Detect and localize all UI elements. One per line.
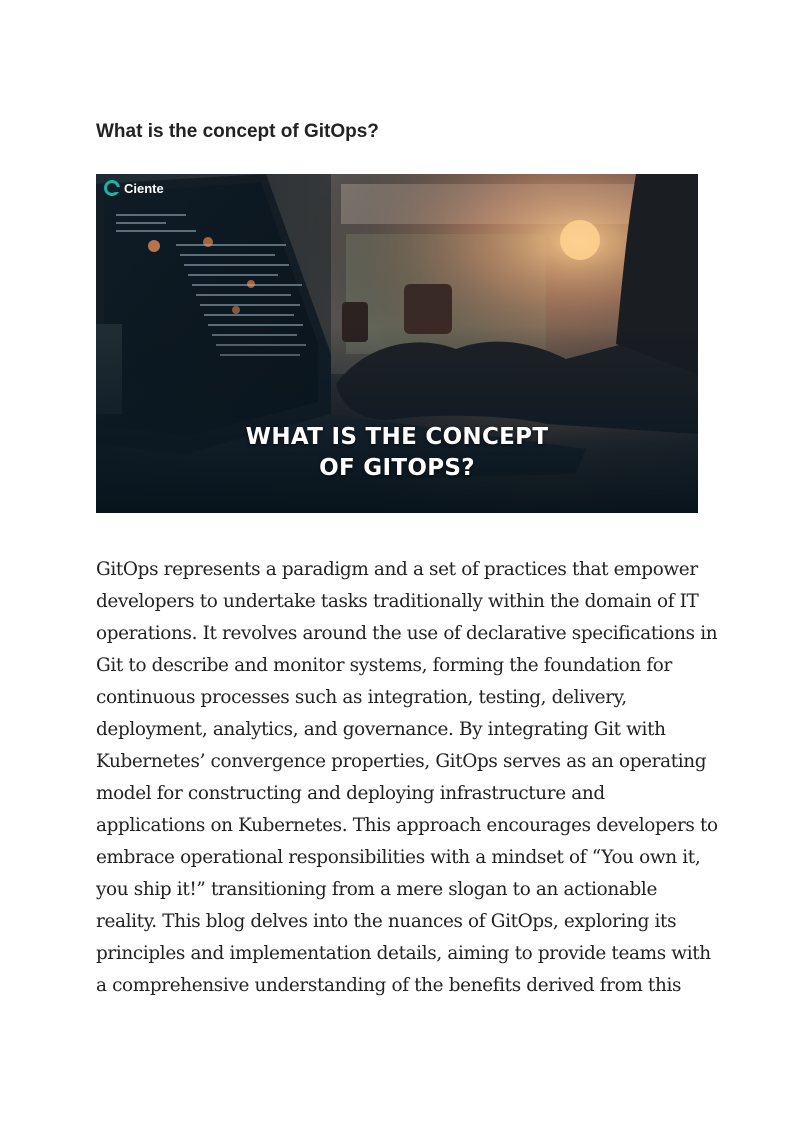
paragraph-line: Kubernetes’ convergence properties, GitOps serves as an operating	[96, 751, 707, 772]
logo-text: Ciente	[124, 180, 164, 196]
ciente-logo-icon	[104, 180, 120, 196]
paragraph-line: reality. This blog delves into the nuances of GitOps, exploring its	[96, 911, 677, 932]
ciente-logo	[104, 180, 164, 196]
paragraph-line: a comprehensive understanding of the benefits derived from this	[96, 975, 682, 996]
hero-caption-line-2: OF GITOPS?	[319, 455, 475, 481]
paragraph-line: operations. It revolves around the use of declarative specifications in	[96, 623, 718, 644]
paragraph-line: developers to undertake tasks traditionally within the domain of IT	[96, 591, 699, 612]
paragraph-line: embrace operational responsibilities with a mindset of “You own it,	[96, 847, 701, 868]
hero-image	[96, 174, 698, 513]
paragraph-line: Git to describe and monitor systems, forming the foundation for	[96, 655, 672, 676]
hero-caption	[96, 422, 698, 484]
paragraph-line: continuous processes such as integration, testing, delivery,	[96, 687, 627, 708]
paragraph-line: model for constructing and deploying infrastructure and	[96, 783, 605, 804]
paragraph-line: deployment, analytics, and governance. By integrating Git with	[96, 719, 666, 740]
paragraph-line: GitOps represents a paradigm and a set of practices that empower	[96, 559, 698, 580]
paragraph-line: applications on Kubernetes. This approach encourages developers to	[96, 815, 718, 836]
intro-paragraph	[96, 554, 718, 1002]
hero-caption-line-1: WHAT IS THE CONCEPT	[245, 424, 549, 450]
paragraph-line: principles and implementation details, aiming to provide teams with	[96, 943, 711, 964]
paragraph-line: you ship it!” transitioning from a mere slogan to an actionable	[96, 879, 657, 900]
page-title: What is the concept of GitOps?	[96, 121, 379, 142]
